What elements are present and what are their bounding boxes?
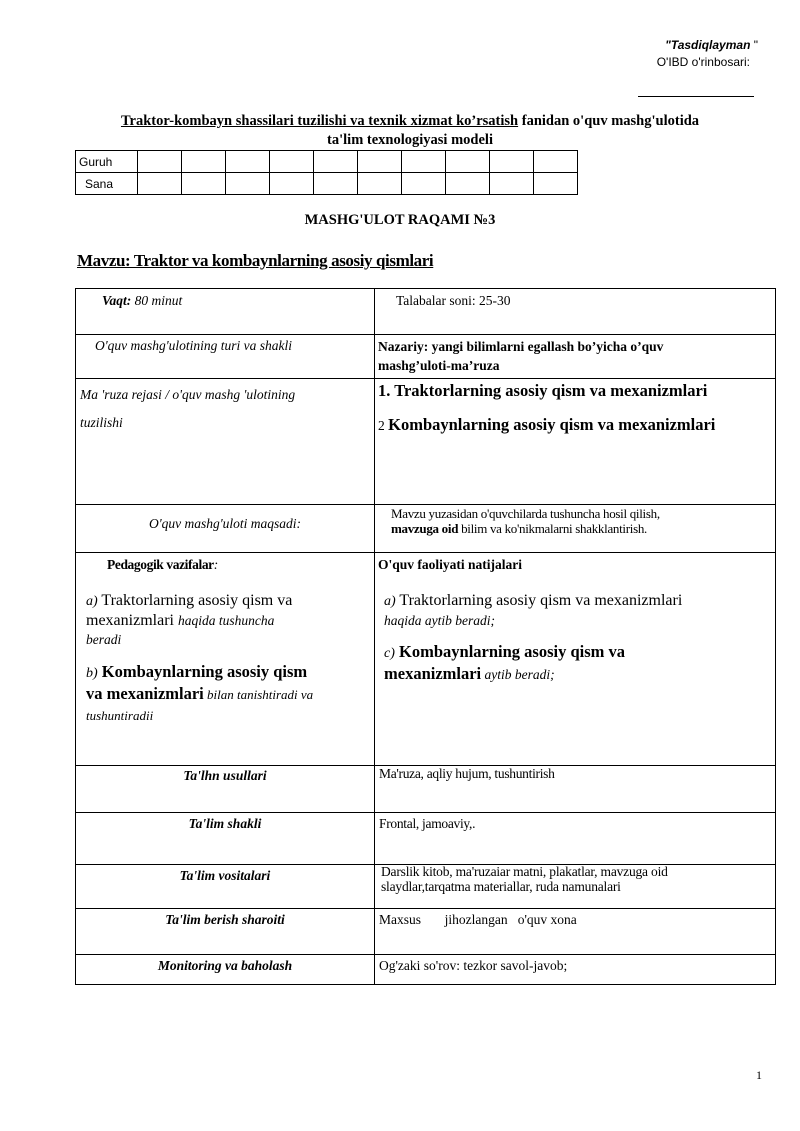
plan-label: Ma 'ruza rejasi / o'quv mashg 'ulotining tuzilishi [80,387,296,430]
date-label: Sana [76,173,138,195]
lesson-number: MASHG'ULOT RAQAMI №3 [304,212,496,228]
date-cell[interactable] [138,173,182,195]
group-cell[interactable] [402,151,446,173]
group-date-table [75,150,578,195]
result-a: a) Traktorlarning asosiy qism va mexanizmlari haqida aytib beradi; [384,592,683,628]
result-c: c) Kombaynlarning asosiy qism va mexanizmlari aytib beradi; [384,642,626,683]
group-cell[interactable] [446,151,490,173]
group-cell[interactable] [138,151,182,173]
row-divider [76,334,775,335]
date-cell[interactable] [534,173,578,195]
date-cell[interactable] [358,173,402,195]
plan-item-1: 1. Traktorlarning asosiy qism va mexanizmlari [378,381,708,400]
date-cell[interactable] [270,173,314,195]
title-line-2: ta'lim texnologiyasi modeli [327,132,493,148]
monitoring-value: Og'zaki so'rov: tezkor savol-javob; [379,958,568,973]
page-number: 1 [756,1068,762,1082]
type-value: Nazariy: yangi bilimlarni egallash bo’yicha o’quv mashg’uloti-ma’ruza [378,339,664,373]
students-count: Talabalar soni: 25-30 [396,293,511,308]
group-cell[interactable] [490,151,534,173]
date-row [76,173,578,195]
tools-value: Darslik kitob, ma'ruzaiar matni, plakatlar, mavzuga oid slaydlar,tarqatma materiallar, ruda namunalari [381,864,668,894]
form-label: Ta'lim shakli [188,816,262,831]
group-cell[interactable] [358,151,402,173]
goal-label: O'quv mashg'uloti maqsadi: [148,516,302,531]
row-divider [76,552,775,553]
row-divider [76,812,775,813]
date-cell[interactable] [490,173,534,195]
row-divider [76,954,775,955]
subject-name: Traktor-kombayn shassilari tuzilishi va texnik xizmat ko’rsatish [120,113,519,129]
conditions-value: Maxsus jihozlangan o'quv xona [379,912,577,927]
time-cell: Vaqt: 80 minut [102,293,183,308]
plan-item-2: 2 Kombaynlarning asosiy qism va mexanizmlari [378,415,716,434]
row-divider [76,504,775,505]
goal-value: Mavzu yuzasidan o'quvchilarda tushuncha hosil qilish, mavzuga oid bilim va ko'nikmalarni shakklantirish. [391,506,660,536]
monitoring-label: Monitoring va baholash [157,958,293,973]
lesson-model-table [75,288,776,985]
row-divider [76,378,775,379]
date-cell[interactable] [314,173,358,195]
ped-task-a: a) Traktorlarning asosiy qism va mexanizmlari haqida tushuncha beradi [86,592,293,647]
group-label: Guruh [76,151,138,173]
signature-line [638,96,754,97]
group-cell[interactable] [270,151,314,173]
ped-tasks-label: Pedagogik vazifalar: [107,557,218,572]
ped-task-b: b) Kombaynlarning asosiy qism va mexanizmlari bilan tanishtiradi va tushuntiradii [86,662,314,723]
group-cell[interactable] [534,151,578,173]
methods-label: Ta'lhn usullari [183,768,267,783]
column-divider [374,289,375,984]
type-label: O'quv mashg'ulotining turi va shakli [95,338,293,353]
row-divider [76,908,775,909]
date-cell[interactable] [402,173,446,195]
group-row [76,151,578,173]
date-cell[interactable] [226,173,270,195]
group-cell[interactable] [314,151,358,173]
group-cell[interactable] [226,151,270,173]
conditions-label: Ta'lim berish sharoiti [165,912,285,927]
form-value: Frontal, jamoaviy,. [379,816,476,831]
results-label: O'quv faoliyati natijalari [378,557,523,572]
group-cell[interactable] [182,151,226,173]
approval-role: O'IBD o'rinbosari: [656,55,750,69]
approval-title: "Tasdiqlayman " [665,38,758,52]
date-cell[interactable] [446,173,490,195]
document-title: Traktor-kombayn shassilari tuzilishi va texnik xizmat ko’rsatish fanidan o'quv mashg'ulotida ta'lim texnologiyasi modeli [120,113,700,148]
methods-value: Ma'ruza, aqliy hujum, tushuntirish [379,766,555,781]
tools-label: Ta'lim vositalari [179,868,271,883]
lesson-topic: Mavzu: Traktor va kombaynlarning asosiy qismlari [77,251,434,270]
date-cell[interactable] [182,173,226,195]
